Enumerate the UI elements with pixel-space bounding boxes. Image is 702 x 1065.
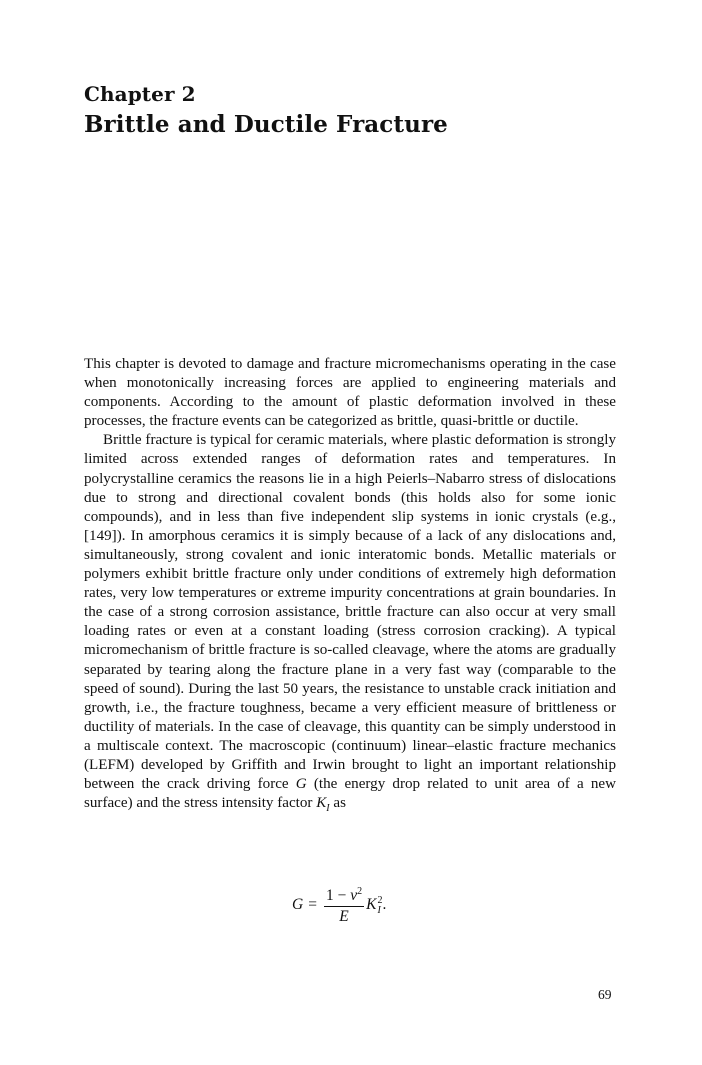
paragraph-intro: This chapter is devoted to damage and fracture micromechanisms operating in the case when monotonically increasing forces are applied to engineering materials and components. According to the amount of plastic deformation involved in these processes, the fracture events can be categorized as brittle, quasi-brittle or ductile. [84, 356, 616, 430]
equation-equals: = [308, 895, 317, 913]
numerator-text: 1 − [325, 887, 351, 905]
variable-G: G [295, 776, 307, 793]
numerator-nu: ν [350, 887, 358, 905]
chapter-label: Chapter 2 [84, 82, 196, 106]
equation-period: . [382, 895, 387, 913]
equation-rhs [366, 894, 386, 916]
equation-denominator: E [339, 908, 349, 926]
equation-fraction [324, 883, 364, 926]
paragraph-brittle-fracture [84, 431, 616, 818]
variable-K-subscript: I [326, 803, 330, 815]
variable-K: K [316, 795, 327, 812]
chapter-title: Brittle and Ductile Fracture [84, 111, 448, 138]
equation-rhs-exponent: 2 [377, 894, 383, 906]
equation-rhs-subscript: I [377, 904, 381, 916]
griffith-equation [292, 883, 386, 926]
paragraph-text-part1: Brittle fracture is typical for ceramic materials, where plastic deformation is strongly limited across extended ranges of deformation rates and temperatures. In polycrystalline ceramics the reasons lie in a high Peierls–Nabarro stress of dislocations due to strong and directional covalent bonds (this holds also for some ionic compounds), and in less than five independent slip systems in ionic crystals (e.g., [149]). In amorphous ceramics it is simply because of a lack of any dislocations and, simultaneously, strong covalent and ionic interatomic bonds. Metallic materials or polymers exhibit brittle fracture only under conditions of extremely high deformation rates, very low temperatures or extreme impurity concentrations at grain boundaries. In the case of a strong corrosion assistance, brittle fracture can also occur at very small loading rates or even at a constant loading (stress corrosion cracking). A typical micromechanism of brittle fracture is so-called cleavage, where the atoms are gradually separated by tearing along the fracture plane in a very fast way (comparable to the speed of sound). During the last 50 years, the resistance to unstable crack initiation and growth, i.e., the fracture toughness, became a very efficient measure of brittleness or ductility of materials. In the case of cleavage, this quantity can be simply understood in a multiscale context. The macroscopic (continuum) linear–elastic fracture mechanics (LEFM) developed by Griffith and Irwin brought to light an important relationship between the crack driving force [84, 432, 616, 793]
page-number: 69 [598, 987, 612, 1002]
body-text [84, 355, 616, 818]
equation-rhs-K: K [366, 895, 377, 913]
numerator-exponent: 2 [357, 886, 363, 897]
equation-numerator [324, 883, 364, 907]
paragraph-text-part3: as [329, 795, 346, 812]
equation-lhs: G [292, 895, 304, 913]
paragraph-text-part2: (the energy drop related to unit area of a new surface) and the stress intensity factor [84, 776, 616, 812]
